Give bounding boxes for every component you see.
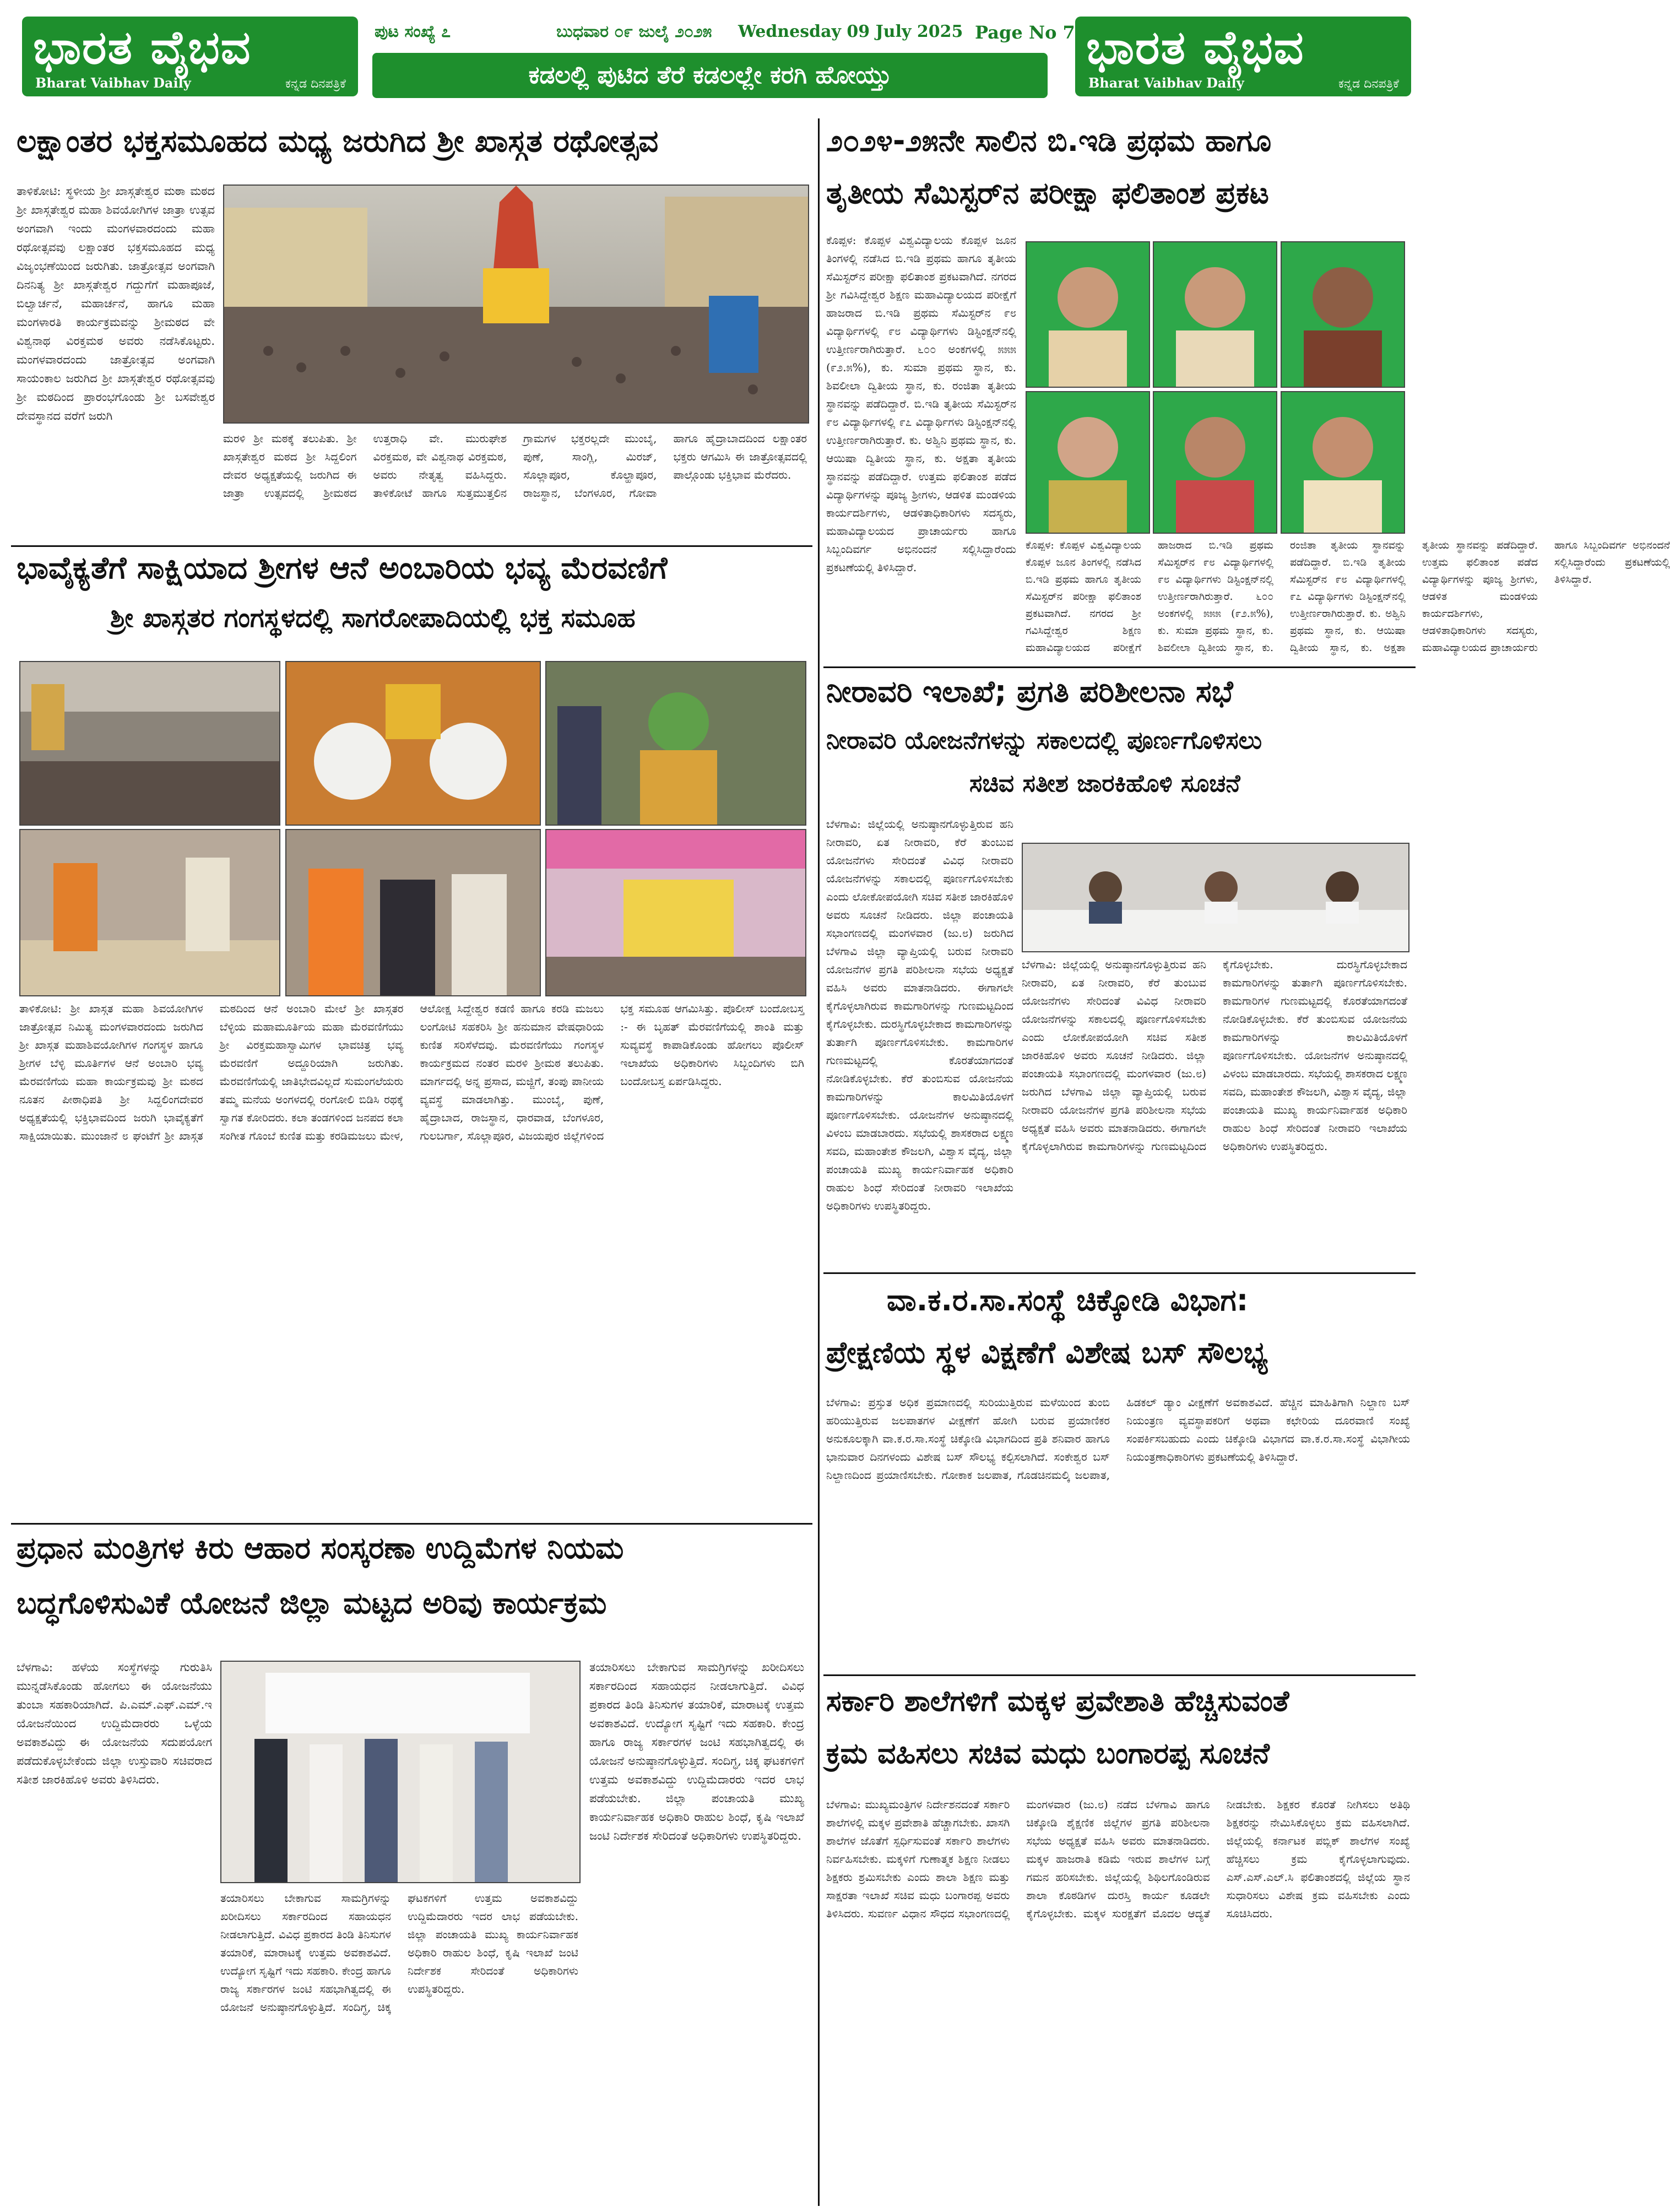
photo-ambari-3 (545, 661, 806, 826)
article-body-bed-2 (1026, 537, 1670, 661)
logo-sub-kn: ಕನ್ನಡ ದಿನಪತ್ರಿಕೆ (1338, 77, 1399, 91)
headline-bed-2: ತೃತೀಯ ಸೆಮಿಸ್ಟರ್‌ನ ಪರೀಕ್ಷಾ ಫಲಿತಾಂಶ ಪ್ರಕಟ (826, 176, 1269, 210)
headline-bus-1: ವಾ.ಕ.ರ.ಸಾ.ಸಂಸ್ಥೆ ಚಿಕ್ಕೋಡಿ ವಿಭಾಗ: (887, 1283, 1249, 1318)
headline-rathotsava: ಲಕ್ಷಾಂತರ ಭಕ್ತಸಮೂಹದ ಮಧ್ಯ ಜರುಗಿದ ಶ್ರೀ ಖಾಸ್ಗತ ರಥೋತ್ಸವ (17, 123, 659, 159)
section-divider (823, 1272, 1416, 1274)
column-divider (818, 118, 820, 2206)
tagline: ಕಡಲಲ್ಲಿ ಪುಟಿದ ತೆರೆ ಕಡಲಲ್ಲೇ ಕರಗಿ ಹೋಯ್ತು (372, 53, 1048, 98)
article-body-pmfme-2 (220, 1889, 578, 2198)
headline-irrigation: ನೀರಾವರಿ ಇಲಾಖೆ; ಪ್ರಗತಿ ಪರಿಶೀಲನಾ ಸಭೆ (826, 674, 1233, 709)
headline-schools-1: ಸರ್ಕಾರಿ ಶಾಲೆಗಳಿಗೆ ಮಕ್ಕಳ ಪ್ರವೇಶಾತಿ ಹೆಚ್ಚಿಸುವಂತೆ (826, 1685, 1289, 1718)
chariot-image (286, 662, 540, 825)
date-kn: ಬುಧವಾರ ೦೯ ಜುಲೈ ೨೦೨೫ (556, 22, 712, 41)
logo-text: ಭಾರತ ವೈಭವ (33, 20, 252, 74)
headline-ambari: ಭಾವೈಕ್ಯತೆಗೆ ಸಾಕ್ಷಿಯಾದ ಶ್ರೀಗಳ ಆನೆ ಅಂಬಾರಿಯ ಭವ್ಯ ಮೆರವಣಿಗೆ (17, 550, 668, 586)
article-body-ambari (19, 1000, 804, 1517)
subhead-ambari: ಶ್ರೀ ಖಾಸ್ಗತರ ಗಂಗಸ್ಥಳದಲ್ಲಿ ಸಾಗರೋಪಾದಿಯಲ್ಲಿ ಭಕ್ತ ಸಮೂಹ (110, 603, 636, 633)
photo-student-2 (1153, 241, 1277, 388)
portrait-image (1027, 242, 1149, 387)
section-divider (823, 666, 1416, 668)
masthead-right (1075, 17, 1411, 96)
portrait-image (1282, 242, 1404, 387)
article-body-rathotsava-2 (223, 430, 807, 540)
masthead-left (22, 17, 358, 96)
article-text: ಬೆಳಗಾವಿ: ಜಿಲ್ಲೆಯಲ್ಲಿ ಅನುಷ್ಠಾನಗೊಳ್ಳುತ್ತಿರುವ ಹನಿ ನೀರಾವರಿ, ಏತ ನೀರಾವರಿ, ಕೆರೆ ತುಂಬುವ ಯೋಜನೆಗಳು ಸೇರಿದಂತೆ ವಿವಿಧ ನೀರಾವರಿ ಯೋಜನೆಗಳನ್ನು ಸಕಾಲದಲ್ಲಿ ಪೂರ್ಣಗೊಳಿಸಬೇಕು ಎಂದು ಲೋಕೋಪಯೋಗಿ ಸಚಿವ ಸತೀಶ ಜಾರಕಿಹೊಳಿ ಅವರು ಸೂಚನೆ ನೀಡಿದರು. ಜಿಲ್ಲಾ ಪಂಚಾಯತಿ ಸಭಾಂಗಣದಲ್ಲಿ ಮಂಗಳವಾರ (ಜು.೮) ಜರುಗಿದ ಬೆಳಗಾವಿ ಜಿಲ್ಲಾ ವ್ಯಾಪ್ತಿಯಲ್ಲಿ ಬರುವ ನೀರಾವರಿ ಯೋಜನೆಗಳ ಪ್ರಗತಿ ಪರಿಶೀಲನಾ ಸಭೆಯ ಅಧ್ಯಕ್ಷತೆ ವಹಿಸಿ ಅವರು ಮಾತನಾಡಿದರು. ಈಗಾಗಲೇ ಕೈಗೊಳ್ಳಲಾಗಿರುವ ಕಾಮಗಾರಿಗಳನ್ನು ಗುಣಮಟ್ಟದಿಂದ ಕೈಗೊಳ್ಳಬೇಕು. ದುರಸ್ಥಿಗೊಳ್ಳಬೇಕಾದ ಕಾಮಗಾರಿಗಳನ್ನು ತುರ್ತಾಗಿ ಪೂರ್ಣಗೊಳಿಸಬೇಕು. ಕಾಮಗಾರಿಗಳ ಗುಣಮಟ್ಟದಲ್ಲಿ ಕೊರತೆಯಾಗದಂತೆ ನೋಡಿಕೊಳ್ಳಬೇಕು. ಕೆರೆ ತುಂಬಿಸುವ ಯೋಜನೆಯ ಕಾಮಗಾರಿಗಳನ್ನು ಕಾಲಮಿತಿಯೊಳಗೆ ಪೂರ್ಣಗೊಳಿಸಬೇಕು. ಯೋಜನೆಗಳ ಅನುಷ್ಠಾನದಲ್ಲಿ ವಿಳಂಬ ಮಾಡಬಾರದು. ಸಭೆಯಲ್ಲಿ ಶಾಸಕರಾದ ಲಕ್ಷ್ಮಣ ಸವದಿ, ಮಹಾಂತೇಶ ಕೌಜಲಗಿ, ವಿಶ್ವಾಸ ವೈದ್ಯ, ಜಿಲ್ಲಾ ಪಂಚಾಯತಿ ಮುಖ್ಯ ಕಾರ್ಯನಿರ್ವಾಹಕ ಅಧಿಕಾರಿ ರಾಹುಲ ಶಿಂಧೆ ಸೇರಿದಂತೆ ನೀರಾವರಿ ಇಲಾಖೆಯ ಅಧಿಕಾರಿಗಳು ಉಪಸ್ಥಿತರಿದ್ದರು. (1022, 958, 1407, 1153)
article-text: ತಯಾರಿಸಲು ಬೇಕಾಗುವ ಸಾಮಗ್ರಿಗಳನ್ನು ಖರೀದಿಸಲು ಸರ್ಕಾರದಿಂದ ಸಹಾಯಧನ ನೀಡಲಾಗುತ್ತಿದೆ. ವಿವಿಧ ಪ್ರಕಾರದ ತಿಂಡಿ ತಿನಿಸುಗಳ ತಯಾರಿಕೆ, ಮಾರಾಟಕ್ಕೆ ಉತ್ತಮ ಅವಕಾಶವಿದೆ. ಉದ್ಯೋಗ ಸೃಷ್ಟಿಗೆ ಇದು ಸಹಕಾರಿ. ಕೇಂದ್ರ ಹಾಗೂ ರಾಜ್ಯ ಸರ್ಕಾರಗಳ ಜಂಟಿ ಸಹಭಾಗಿತ್ವದಲ್ಲಿ ಈ ಯೋಜನೆ ಅನುಷ್ಠಾನಗೊಳ್ಳುತ್ತಿದೆ. ಸಂದಿಗ್ಧ, ಚಿಕ್ಕ ಘಟಕಗಳಿಗೆ ಉತ್ತಮ ಅವಕಾಶವಿದ್ದು ಉದ್ದಿಮೆದಾರರು ಇದರ ಲಾಭ ಪಡೆಯಬೇಕು. ಜಿಲ್ಲಾ ಪಂಚಾಯತಿ ಮುಖ್ಯ ಕಾರ್ಯನಿರ್ವಾಹಕ ಅಧಿಕಾರಿ ರಾಹುಲ ಶಿಂಧೆ, ಕೃಷಿ ಇಲಾಖೆ ಜಂಟಿ ನಿರ್ದೇಶಕ ಸೇರಿದಂತೆ ಅಧಿಕಾರಿಗಳು ಉಪಸ್ಥಿತರಿದ್ದರು. (220, 1891, 578, 2014)
article-body-rathotsava (17, 182, 215, 496)
photo-student-5 (1153, 391, 1277, 534)
article-text: ಮರಳಿ ಶ್ರೀ ಮಠಕ್ಕೆ ತಲುಪಿತು. ಶ್ರೀ ಖಾಸ್ಗತೇಶ್ವರ ಮಠದ ಶ್ರೀ ಸಿದ್ದಲಿಂಗ ದೇವರ ಅಧ್ಯಕ್ಷತೆಯಲ್ಲಿ ಜರುಗಿದ ಈ ಜಾತ್ರಾ ಉತ್ಸವದಲ್ಲಿ ಶ್ರೀಮಠದ ಉತ್ತರಾಧಿ ವೇ. ಮುರುಘೇಶ ವಿರಕ್ತಮಠ, ವೇ ವಿಶ್ವನಾಥ ವಿರಕ್ತಮಠ, ಅವರು ನೇತೃತ್ವ ವಹಿಸಿದ್ದರು. ತಾಳಿಕೋಟೆ ಹಾಗೂ ಸುತ್ತಮುತ್ತಲಿನ ಗ್ರಾಮಗಳ ಭಕ್ತರಲ್ಲದೇ ಮುಂಬೈ, ಪುಣೆ, ಸಾಂಗ್ಲಿ, ಮಿರಜ್, ಸೊಲ್ಲಾಪೂರ, ಕೊಲ್ಹಾಪೂರ, ರಾಜಸ್ಥಾನ, ಬೆಂಗಳೂರ, ಗೋವಾ ಹಾಗೂ ಹೈದ್ರಾಬಾದದಿಂದ ಲಕ್ಷಾಂತರ ಭಕ್ತರು ಆಗಮಿಸಿ ಈ ಜಾತ್ರೋತ್ಸವದಲ್ಲಿ ಪಾಲ್ಗೊಂಡು ಭಕ್ತಿಭಾವ ಮೆರೆದರು. (223, 432, 807, 500)
devotees-image (286, 830, 540, 995)
event-image (221, 1662, 579, 1882)
section-divider (823, 1674, 1416, 1676)
article-text: ಬೆಳಗಾವಿ: ಹಳೆಯ ಸಂಸ್ಥೆಗಳನ್ನು ಗುರುತಿಸಿ ಮುನ್ನಡೆಸಿಕೊಂಡು ಹೋಗಲು ಈ ಯೋಜನೆಯು ತುಂಬಾ ಸಹಕಾರಿಯಾಗಿದೆ. ಪಿ.ಎಮ್.ಎಫ್.ಎಮ್.ಇ ಯೋಜನೆಯಿಂದ ಉದ್ದಿಮೆದಾರರು ಒಳ್ಳೆಯ ಅವಕಾಶವಿದ್ದು ಈ ಯೋಜನೆಯ ಸದುಪಯೋಗ ಪಡೆದುಕೊಳ್ಳಬೇಕೆಂದು ಜಿಲ್ಲಾ ಉಸ್ತುವಾರಿ ಸಚಿವರಾದ ಸತೀಶ ಜಾರಕಿಹೊಳಿ ಅವರು ತಿಳಿಸಿದರು. (17, 1661, 212, 1786)
crowd-image (224, 186, 808, 422)
photo-ambari-6 (545, 829, 806, 996)
article-body-pmfme-1 (17, 1658, 212, 2198)
subhead-irrigation-1: ನೀರಾವರಿ ಯೋಜನೆಗಳನ್ನು ಸಕಾಲದಲ್ಲಿ ಪೂರ್ಣಗೊಳಿಸಲು (826, 727, 1262, 755)
article-text: ಕೊಪ್ಪಳ: ಕೊಪ್ಪಳ ವಿಶ್ವವಿದ್ಯಾಲಯ ಕೊಪ್ಪಳ ಜೂನ ತಿಂಗಳಲ್ಲಿ ನಡೆಸಿದ ಬಿ.ಇಡಿ ಪ್ರಥಮ ಹಾಗೂ ತೃತೀಯ ಸೆಮಿಸ್ಟರ್‌ನ ಪರೀಕ್ಷಾ ಫಲಿತಾಂಶ ಪ್ರಕಟವಾಗಿದೆ. ನಗರದ ಶ್ರೀ ಗವಿಸಿದ್ದೇಶ್ವರ ಶಿಕ್ಷಣ ಮಹಾವಿದ್ಯಾಲಯದ ಪರೀಕ್ಷೆಗೆ ಹಾಜರಾದ ಬಿ.ಇಡಿ ಪ್ರಥಮ ಸೆಮಿಸ್ಟರ್‌ನ ೯೮ ವಿದ್ಯಾರ್ಥಿಗಳಲ್ಲಿ ೯೮ ವಿದ್ಯಾರ್ಥಿಗಳು ಡಿಸ್ಟಿಂಕ್ಷನ್‌ನಲ್ಲಿ ಉತ್ತೀರ್ಣರಾಗಿರುತ್ತಾರೆ. ೬೦೦ ಅಂಕಗಳಲ್ಲಿ ೫೫೫ (೯೨.೫%), ಕು. ಸುಮಾ ಪ್ರಥಮ ಸ್ಥಾನ, ಕು. ಶಿವಲೀಲಾ ದ್ವಿತೀಯ ಸ್ಥಾನ, ಕು. ರಂಜಿತಾ ತೃತೀಯ ಸ್ಥಾನವನ್ನು ಪಡೆದಿದ್ದಾರೆ. ಬಿ.ಇಡಿ ತೃತೀಯ ಸೆಮಿಸ್ಟರ್‌ನ ೯೮ ವಿದ್ಯಾರ್ಥಿಗಳಲ್ಲಿ ೯೭ ವಿದ್ಯಾರ್ಥಿಗಳು ಡಿಸ್ಟಿಂಕ್ಷನ್‌ನಲ್ಲಿ ಉತ್ತೀರ್ಣರಾಗಿರುತ್ತಾರೆ. ಕು. ಅಶ್ವಿನಿ ಪ್ರಥಮ ಸ್ಥಾನ, ಕು. ಆಯಿಷಾ ದ್ವಿತೀಯ ಸ್ಥಾನ, ಕು. ಅಕ್ಷತಾ ತೃತೀಯ ಸ್ಥಾನವನ್ನು ಪಡೆದಿದ್ದಾರೆ. ಉತ್ತಮ ಫಲಿತಾಂಶ ಪಡೆದ ವಿದ್ಯಾರ್ಥಿಗಳನ್ನು ಪೂಜ್ಯ ಶ್ರೀಗಳು, ಆಡಳಿತ ಮಂಡಳಿಯ ಕಾರ್ಯದರ್ಶಿಗಳು, ಆಡಳಿತಾಧಿಕಾರಿಗಳು ಸದಸ್ಯರು, ಮಹಾವಿದ್ಯಾಲಯದ ಪ್ರಾಚಾರ್ಯರು ಹಾಗೂ ಸಿಬ್ಬಂದಿವರ್ಗ ಅಭಿನಂದನೆ ಸಲ್ಲಿಸಿದ್ದಾರೆಂದು ಪ್ರಕಟಣೆಯಲ್ಲಿ ತಿಳಿಸಿದ್ದಾರೆ. (826, 234, 1016, 574)
article-text: ಬೆಳಗಾವಿ: ಜಿಲ್ಲೆಯಲ್ಲಿ ಅನುಷ್ಠಾನಗೊಳ್ಳುತ್ತಿರುವ ಹನಿ ನೀರಾವರಿ, ಏತ ನೀರಾವರಿ, ಕೆರೆ ತುಂಬುವ ಯೋಜನೆಗಳು ಸೇರಿದಂತೆ ವಿವಿಧ ನೀರಾವರಿ ಯೋಜನೆಗಳನ್ನು ಸಕಾಲದಲ್ಲಿ ಪೂರ್ಣಗೊಳಿಸಬೇಕು ಎಂದು ಲೋಕೋಪಯೋಗಿ ಸಚಿವ ಸತೀಶ ಜಾರಕಿಹೊಳಿ ಅವರು ಸೂಚನೆ ನೀಡಿದರು. ಜಿಲ್ಲಾ ಪಂಚಾಯತಿ ಸಭಾಂಗಣದಲ್ಲಿ ಮಂಗಳವಾರ (ಜು.೮) ಜರುಗಿದ ಬೆಳಗಾವಿ ಜಿಲ್ಲಾ ವ್ಯಾಪ್ತಿಯಲ್ಲಿ ಬರುವ ನೀರಾವರಿ ಯೋಜನೆಗಳ ಪ್ರಗತಿ ಪರಿಶೀಲನಾ ಸಭೆಯ ಅಧ್ಯಕ್ಷತೆ ವಹಿಸಿ ಅವರು ಮಾತನಾಡಿದರು. ಈಗಾಗಲೇ ಕೈಗೊಳ್ಳಲಾಗಿರುವ ಕಾಮಗಾರಿಗಳನ್ನು ಗುಣಮಟ್ಟದಿಂದ ಕೈಗೊಳ್ಳಬೇಕು. ದುರಸ್ಥಿಗೊಳ್ಳಬೇಕಾದ ಕಾಮಗಾರಿಗಳನ್ನು ತುರ್ತಾಗಿ ಪೂರ್ಣಗೊಳಿಸಬೇಕು. ಕಾಮಗಾರಿಗಳ ಗುಣಮಟ್ಟದಲ್ಲಿ ಕೊರತೆಯಾಗದಂತೆ ನೋಡಿಕೊಳ್ಳಬೇಕು. ಕೆರೆ ತುಂಬಿಸುವ ಯೋಜನೆಯ ಕಾಮಗಾರಿಗಳನ್ನು ಕಾಲಮಿತಿಯೊಳಗೆ ಪೂರ್ಣಗೊಳಿಸಬೇಕು. ಯೋಜನೆಗಳ ಅನುಷ್ಠಾನದಲ್ಲಿ ವಿಳಂಬ ಮಾಡಬಾರದು. ಸಭೆಯಲ್ಲಿ ಶಾಸಕರಾದ ಲಕ್ಷ್ಮಣ ಸವದಿ, ಮಹಾಂತೇಶ ಕೌಜಲಗಿ, ವಿಶ್ವಾಸ ವೈದ್ಯ, ಜಿಲ್ಲಾ ಪಂಚಾಯತಿ ಮುಖ್ಯ ಕಾರ್ಯನಿರ್ವಾಹಕ ಅಧಿಕಾರಿ ರಾಹುಲ ಶಿಂಧೆ ಸೇರಿದಂತೆ ನೀರಾವರಿ ಇಲಾಖೆಯ ಅಧಿಕಾರಿಗಳು ಉಪಸ್ಥಿತರಿದ್ದರು. (826, 817, 1013, 1212)
article-text: ಬೆಳಗಾವಿ: ಪ್ರಸ್ತುತ ಅಧಿಕ ಪ್ರಮಾಣದಲ್ಲಿ ಸುರಿಯುತ್ತಿರುವ ಮಳೆಯಿಂದ ತುಂಬಿ ಹರಿಯುತ್ತಿರುವ ಜಲಪಾತಗಳ ವೀಕ್ಷಣೆಗೆ ಹೋಗಿ ಬರುವ ಪ್ರಯಾಣಿಕರ ಅನುಕೂಲಕ್ಕಾಗಿ ವಾ.ಕ.ರ.ಸಾ.ಸಂಸ್ಥೆ ಚಿಕ್ಕೋಡಿ ವಿಭಾಗದಿಂದ ಪ್ರತಿ ಶನಿವಾರ ಹಾಗೂ ಭಾನುವಾರ ದಿನಗಳಂದು ವಿಶೇಷ ಬಸ್ ಸೌಲಭ್ಯ ಕಲ್ಪಿಸಲಾಗಿದೆ. ಸಂಕೇಶ್ವರ ಬಸ್ ನಿಲ್ದಾಣದಿಂದ ಪ್ರಯಾಣಿಸಬೇಕು. ಗೋಕಾಕ ಜಲಪಾತ, ಗೊಡಚಿನಮಲ್ಕಿ ಜಲಪಾತ, ಹಿಡಕಲ್ ಡ್ಯಾಂ ವೀಕ್ಷಣೆಗೆ ಅವಕಾಶವಿದೆ. ಹೆಚ್ಚಿನ ಮಾಹಿತಿಗಾಗಿ ನಿಲ್ದಾಣ ಬಸ್ ನಿಯಂತ್ರಣ ವ್ಯವಸ್ಥಾಪಕರಿಗೆ ಅಥವಾ ಕಛೇರಿಯ ದೂರವಾಣಿ ಸಂಖ್ಯೆ ಸಂಪರ್ಕಿಸಬಹುದು ಎಂದು ಚಿಕ್ಕೋಡಿ ವಿಭಾಗದ ವಾ.ಕ.ರ.ಸಾ.ಸಂಸ್ಥೆ ವಿಭಾಗೀಯ ನಿಯಂತ್ರಣಾಧಿಕಾರಿಗಳು ಪ್ರಕಟಣೆಯಲ್ಲಿ ತಿಳಿಸಿದ್ದಾರೆ. (826, 1396, 1410, 1482)
logo-sub: Bharat Vaibhav Daily (35, 75, 191, 91)
article-text: ತಯಾರಿಸಲು ಬೇಕಾಗುವ ಸಾಮಗ್ರಿಗಳನ್ನು ಖರೀದಿಸಲು ಸರ್ಕಾರದಿಂದ ಸಹಾಯಧನ ನೀಡಲಾಗುತ್ತಿದೆ. ವಿವಿಧ ಪ್ರಕಾರದ ತಿಂಡಿ ತಿನಿಸುಗಳ ತಯಾರಿಕೆ, ಮಾರಾಟಕ್ಕೆ ಉತ್ತಮ ಅವಕಾಶವಿದೆ. ಉದ್ಯೋಗ ಸೃಷ್ಟಿಗೆ ಇದು ಸಹಕಾರಿ. ಕೇಂದ್ರ ಹಾಗೂ ರಾಜ್ಯ ಸರ್ಕಾರಗಳ ಜಂಟಿ ಸಹಭಾಗಿತ್ವದಲ್ಲಿ ಈ ಯೋಜನೆ ಅನುಷ್ಠಾನಗೊಳ್ಳುತ್ತಿದೆ. ಸಂದಿಗ್ಧ, ಚಿಕ್ಕ ಘಟಕಗಳಿಗೆ ಉತ್ತಮ ಅವಕಾಶವಿದ್ದು ಉದ್ದಿಮೆದಾರರು ಇದರ ಲಾಭ ಪಡೆಯಬೇಕು. ಜಿಲ್ಲಾ ಪಂಚಾಯತಿ ಮುಖ್ಯ ಕಾರ್ಯನಿರ್ವಾಹಕ ಅಧಿಕಾರಿ ರಾಹುಲ ಶಿಂಧೆ, ಕೃಷಿ ಇಲಾಖೆ ಜಂಟಿ ನಿರ್ದೇಶಕ ಸೇರಿದಂತೆ ಅಧಿಕಾರಿಗಳು ಉಪಸ್ಥಿತರಿದ್ದರು. (589, 1661, 804, 1842)
photo-ambari-4 (19, 829, 280, 996)
page-count-kn: ಪುಟ ಸಂಖ್ಯೆ ೭ (375, 22, 451, 41)
photo-ambari-5 (285, 829, 541, 996)
photo-ambari-2 (285, 661, 541, 826)
crowd-image (20, 662, 279, 825)
photo-student-6 (1281, 391, 1405, 534)
headline-bus-2: ಪ್ರೇಕ್ಷಣಿಯ ಸ್ಥಳ ವಿಕ್ಷಣೆಗೆ ವಿಶೇಷ ಬಸ್ ಸೌಲಭ್ಯ (826, 1335, 1268, 1370)
headline-pmfme-1: ಪ್ರಧಾನ ಮಂತ್ರಿಗಳ ಕಿರು ಆಹಾರ ಸಂಸ್ಕರಣಾ ಉದ್ದಿಮೆಗಳ ನಿಯಮ (17, 1531, 624, 1565)
portrait-image (1282, 392, 1404, 533)
photo-irrigation-meeting (1022, 843, 1409, 952)
section-divider (11, 1523, 812, 1525)
photo-student-3 (1281, 241, 1405, 388)
article-body-pmfme-3 (589, 1658, 804, 2198)
article-body-bed-1 (826, 231, 1016, 574)
headline-schools-2: ಕ್ರಮ ವಹಿಸಲು ಸಚಿವ ಮಧು ಬಂಗಾರಪ್ಪ ಸೂಚನೆ (826, 1737, 1270, 1770)
headline-pmfme-2: ಬದ್ಧಗೊಳಿಸುವಿಕೆ ಯೋಜನೆ ಜಿಲ್ಲಾ ಮಟ್ಟದ ಅರಿವು ಕಾರ್ಯಕ್ರಮ (17, 1586, 607, 1620)
article-body-irrigation-1 (826, 815, 1013, 1267)
article-text: ಕೊಪ್ಪಳ: ಕೊಪ್ಪಳ ವಿಶ್ವವಿದ್ಯಾಲಯ ಕೊಪ್ಪಳ ಜೂನ ತಿಂಗಳಲ್ಲಿ ನಡೆಸಿದ ಬಿ.ಇಡಿ ಪ್ರಥಮ ಹಾಗೂ ತೃತೀಯ ಸೆಮಿಸ್ಟರ್‌ನ ಪರೀಕ್ಷಾ ಫಲಿತಾಂಶ ಪ್ರಕಟವಾಗಿದೆ. ನಗರದ ಶ್ರೀ ಗವಿಸಿದ್ದೇಶ್ವರ ಶಿಕ್ಷಣ ಮಹಾವಿದ್ಯಾಲಯದ ಪರೀಕ್ಷೆಗೆ ಹಾಜರಾದ ಬಿ.ಇಡಿ ಪ್ರಥಮ ಸೆಮಿಸ್ಟರ್‌ನ ೯೮ ವಿದ್ಯಾರ್ಥಿಗಳಲ್ಲಿ ೯೮ ವಿದ್ಯಾರ್ಥಿಗಳು ಡಿಸ್ಟಿಂಕ್ಷನ್‌ನಲ್ಲಿ ಉತ್ತೀರ್ಣರಾಗಿರುತ್ತಾರೆ. ೬೦೦ ಅಂಕಗಳಲ್ಲಿ ೫೫೫ (೯೨.೫%), ಕು. ಸುಮಾ ಪ್ರಥಮ ಸ್ಥಾನ, ಕು. ಶಿವಲೀಲಾ ದ್ವಿತೀಯ ಸ್ಥಾನ, ಕು. ರಂಜಿತಾ ತೃತೀಯ ಸ್ಥಾನವನ್ನು ಪಡೆದಿದ್ದಾರೆ. ಬಿ.ಇಡಿ ತೃತೀಯ ಸೆಮಿಸ್ಟರ್‌ನ ೯೮ ವಿದ್ಯಾರ್ಥಿಗಳಲ್ಲಿ ೯೭ ವಿದ್ಯಾರ್ಥಿಗಳು ಡಿಸ್ಟಿಂಕ್ಷನ್‌ನಲ್ಲಿ ಉತ್ತೀರ್ಣರಾಗಿರುತ್ತಾರೆ. ಕು. ಅಶ್ವಿನಿ ಪ್ರಥಮ ಸ್ಥಾನ, ಕು. ಆಯಿಷಾ ದ್ವಿತೀಯ ಸ್ಥಾನ, ಕು. ಅಕ್ಷತಾ ತೃತೀಯ ಸ್ಥಾನವನ್ನು ಪಡೆದಿದ್ದಾರೆ. ಉತ್ತಮ ಫಲಿತಾಂಶ ಪಡೆದ ವಿದ್ಯಾರ್ಥಿಗಳನ್ನು ಪೂಜ್ಯ ಶ್ರೀಗಳು, ಆಡಳಿತ ಮಂಡಳಿಯ ಕಾರ್ಯದರ್ಶಿಗಳು, ಆಡಳಿತಾಧಿಕಾರಿಗಳು ಸದಸ್ಯರು, ಮಹಾವಿದ್ಯಾಲಯದ ಪ್ರಾಚಾರ್ಯರು ಹಾಗೂ ಸಿಬ್ಬಂದಿವರ್ಗ ಅಭಿನಂದನೆ ಸಲ್ಲಿಸಿದ್ದಾರೆಂದು ಪ್ರಕಟಣೆಯಲ್ಲಿ ತಿಳಿಸಿದ್ದಾರೆ. (1026, 539, 1670, 654)
logo-sub-kn: ಕನ್ನಡ ದಿನಪತ್ರಿಕೆ (285, 77, 346, 91)
logo-text: ಭಾರತ ವೈಭವ (1086, 20, 1305, 74)
photo-rath-procession (223, 185, 809, 424)
date-en: Wednesday 09 July 2025 (738, 22, 963, 41)
article-body-bus (826, 1394, 1410, 1669)
decoration-image (546, 830, 805, 995)
portrait-image (1154, 392, 1276, 533)
portrait-image (1027, 392, 1149, 533)
article-text: ತಾಳಿಕೋಟಿ: ಶ್ರೀ ಖಾಸ್ಗತ ಮಹಾ ಶಿವಯೋಗಿಗಳ ಜಾತ್ರೋತ್ಸವ ನಿಮಿತ್ಯ ಮಂಗಳವಾರದಂದು ಜರುಗಿದ ಶ್ರೀ ಖಾಸ್ಗತ ಮಹಾಶಿವಯೋಗಿಗಳ ಗಂಗಸ್ಥಳ ಹಾಗೂ ಶ್ರೀಗಳ ಬೆಳ್ಳಿ ಮೂರ್ತಿಗಳ ಆನೆ ಅಂಬಾರಿ ಭವ್ಯ ಮೆರವಣಿಗೆಯ ಮಹಾ ಕಾರ್ಯಕ್ರಮವು ಶ್ರೀ ಮಠದ ನೂತನ ಪೀಠಾಧಿಪತಿ ಶ್ರೀ ಸಿದ್ದಲಿಂಗದೇವರ ಅಧ್ಯಕ್ಷತೆಯಲ್ಲಿ ಭಕ್ತಿಭಾವದಿಂದ ಜರುಗಿ ಭಾವೈಕ್ಯತೆಗೆ ಸಾಕ್ಷಿಯಾಯಿತು. ಮುಂಜಾನೆ ೮ ಘಂಟೆಗೆ ಶ್ರೀ ಖಾಸ್ಗತ ಮಠದಿಂದ ಆನೆ ಅಂಬಾರಿ ಮೇಲೆ ಶ್ರೀ ಖಾಸ್ಗತರ ಬೆಳ್ಳಿಯ ಮಹಾಮೂರ್ತಿಯ ಮಹಾ ಮೆರವಣಿಗೆಯು ಶ್ರೀ ವಿರಕ್ತಮಹಾಸ್ವಾಮಿಗಳ ಭಾವಚಿತ್ರ ಭವ್ಯ ಮೆರವಣಿಗೆ ಅದ್ದೂರಿಯಾಗಿ ಜರುಗಿತು. ಮೆರವಣಿಗೆಯಲ್ಲಿ ಜಾತಿಭೇದವಿಲ್ಲದೆ ಸುಮಂಗಲೆಯರು ತಮ್ಮ ಮನೆಯ ಅಂಗಳದಲ್ಲಿ ರಂಗೋಲಿ ಬಿಡಿಸಿ ರಥಕ್ಕೆ ಸ್ವಾಗತ ಕೋರಿದರು. ಕಲಾ ತಂಡಗಳಿಂದ ಜನಪದ ಕಲಾ ಸಂಗೀತ ಗೊಂಬೆ ಕುಣಿತ ಮತ್ತು ಕರಡಿಮಜಲು ಮೇಳ, ಆಲೋಕ್ಷ ಸಿದ್ದೇಶ್ವರ ಕಡಣಿ ಹಾಗೂ ಕರಡಿ ಮಜಲು ಲಂಗೋಟಿ ಸಹಕರಿಸಿ ಶ್ರೀ ಹನುಮಾನ ವೇಷಧಾರಿಯ ಕುಣಿತ ಸರಿಸೆಳೆದವು. ಮೆರವಣಿಗೆಯು ಗಂಗಸ್ಥಳ ಕಾರ್ಯಕ್ರಮದ ನಂತರ ಮರಳಿ ಶ್ರೀಮಠ ತಲುಪಿತು. ಮಾರ್ಗದಲ್ಲಿ ಅನ್ನ ಪ್ರಸಾದ, ಮಜ್ಜಿಗೆ, ತಂಪು ಪಾನೀಯ ವ್ಯವಸ್ಥೆ ಮಾಡಲಾಗಿತ್ತು. ಮುಂಬೈ, ಪುಣೆ, ಹೈದ್ರಾಬಾದ, ರಾಜಸ್ಥಾನ, ಧಾರವಾಡ, ಬೆಂಗಳೂರ, ಗುಲಬರ್ಗಾ, ಸೊಲ್ಲಾಪೂರ, ವಿಜಯಪುರ ಜಿಲ್ಲೆಗಳಿಂದ ಭಕ್ತ ಸಮೂಹ ಆಗಮಿಸಿತ್ತು. ಪೊಲೀಸ್ ಬಂದೋಬಸ್ತ :- ಈ ಬೃಹತ್ ಮೆರವಣಿಗೆಯಲ್ಲಿ ಶಾಂತಿ ಮತ್ತು ಸುವ್ಯವಸ್ಥೆ ಕಾಪಾಡಿಕೊಂಡು ಹೋಗಲು ಪೊಲೀಸ್ ಇಲಾಖೆಯ ಅಧಿಕಾರಿಗಳು ಸಿಬ್ಬಂದಿಗಳು ಬಿಗಿ ಬಂದೋಬಸ್ತ ಏರ್ಪಡಿಸಿದ್ದರು. (19, 1002, 804, 1142)
article-text: ಬೆಳಗಾವಿ: ಮುಖ್ಯಮಂತ್ರಿಗಳ ನಿರ್ದೇಶನದಂತೆ ಸರ್ಕಾರಿ ಶಾಲೆಗಳಲ್ಲಿ ಮಕ್ಕಳ ಪ್ರವೇಶಾತಿ ಹೆಚ್ಚಾಗಬೇಕು. ಖಾಸಗಿ ಶಾಲೆಗಳ ಜೊತೆಗೆ ಸ್ಪರ್ಧಿಸುವಂತೆ ಸರ್ಕಾರಿ ಶಾಲೆಗಳು ನಿರ್ವಹಿಸಬೇಕು. ಮಕ್ಕಳಿಗೆ ಗುಣಾತ್ಮಕ ಶಿಕ್ಷಣ ನೀಡಲು ಶಿಕ್ಷಕರು ಶ್ರಮಿಸಬೇಕು ಎಂದು ಶಾಲಾ ಶಿಕ್ಷಣ ಮತ್ತು ಸಾಕ್ಷರತಾ ಇಲಾಖೆ ಸಚಿವ ಮಧು ಬಂಗಾರಪ್ಪ ಅವರು ತಿಳಿಸಿದರು. ಸುವರ್ಣ ವಿಧಾನ ಸೌಧದ ಸಭಾಂಗಣದಲ್ಲಿ ಮಂಗಳವಾರ (ಜು.೮) ನಡೆದ ಬೆಳಗಾವಿ ಹಾಗೂ ಚಿಕ್ಕೋಡಿ ಶೈಕ್ಷಣಿಕ ಜಿಲ್ಲೆಗಳ ಪ್ರಗತಿ ಪರಿಶೀಲನಾ ಸಭೆಯ ಅಧ್ಯಕ್ಷತೆ ವಹಿಸಿ ಅವರು ಮಾತನಾಡಿದರು. ಮಕ್ಕಳ ಹಾಜರಾತಿ ಕಡಿಮೆ ಇರುವ ಶಾಲೆಗಳ ಬಗ್ಗೆ ಗಮನ ಹರಿಸಬೇಕು. ಜಿಲ್ಲೆಯಲ್ಲಿ ಶಿಥಿಲಗೊಂಡಿರುವ ಶಾಲಾ ಕೊಠಡಿಗಳ ದುರಸ್ತಿ ಕಾರ್ಯ ಕೂಡಲೇ ಕೈಗೊಳ್ಳಬೇಕು. ಮಕ್ಕಳ ಸುರಕ್ಷತೆಗೆ ಮೊದಲ ಆದ್ಯತೆ ನೀಡಬೇಕು. ಶಿಕ್ಷಕರ ಕೊರತೆ ನೀಗಿಸಲು ಅತಿಥಿ ಶಿಕ್ಷಕರನ್ನು ನೇಮಿಸಿಕೊಳ್ಳಲು ಕ್ರಮ ವಹಿಸಲಾಗಿದೆ. ಜಿಲ್ಲೆಯಲ್ಲಿ ಕರ್ನಾಟಕ ಪಬ್ಲಿಕ್ ಶಾಲೆಗಳ ಸಂಖ್ಯೆ ಹೆಚ್ಚಿಸಲು ಕ್ರಮ ಕೈಗೊಳ್ಳಲಾಗುವುದು. ಎಸ್.ಎಸ್.ಎಲ್.ಸಿ ಫಲಿತಾಂಶದಲ್ಲಿ ಜಿಲ್ಲೆಯ ಸ್ಥಾನ ಸುಧಾರಿಸಲು ವಿಶೇಷ ಕ್ರಮ ವಹಿಸಬೇಕು ಎಂದು ಸೂಚಿಸಿದರು. (826, 1798, 1410, 1920)
subhead-irrigation-2: ಸಚಿವ ಸತೀಶ ಜಾರಕಿಹೊಳಿ ಸೂಚನೆ (969, 769, 1240, 798)
logo-sub: Bharat Vaibhav Daily (1088, 75, 1244, 91)
page-number: Page No 7 (975, 22, 1075, 43)
article-text: ತಾಳಿಕೋಟಿ: ಸ್ಥಳೀಯ ಶ್ರೀ ಖಾಸ್ಗತೇಶ್ವರ ಮಠಾ ಮಠದ ಶ್ರೀ ಖಾಸ್ಗತೇಶ್ವರ ಮಹಾ ಶಿವಯೋಗಿಗಳ ಜಾತ್ರಾ ಉತ್ಸವ ಅಂಗವಾಗಿ ಇಂದು ಮಂಗಳವಾರದಂದು ಮಹಾ ರಥೋತ್ಸವವು ಲಕ್ಷಾಂತರ ಭಕ್ತಸಮೂಹದ ಮಧ್ಯ ವಿಜೃಂಭಣೆಯಿಂದ ಜರುಗಿತು. ಜಾತ್ರೋತ್ಸವ ಅಂಗವಾಗಿ ದಿನನಿತ್ಯ ಶ್ರೀ ಖಾಸ್ಗತೇಶ್ವರ ಗದ್ದುಗೆಗೆ ಮಹಾಪೂಜೆ, ಬಿಲ್ವಾರ್ಚನೆ, ಮಹಾರ್ಚನೆ, ಹಾಗೂ ಮಹಾ ಮಂಗಳಾರತಿ ಕಾರ್ಯಕ್ರಮವನ್ನು ಶ್ರೀಮಠದ ವೇ ವಿಶ್ವನಾಥ ವಿರಕ್ತಮಠ ಅವರು ನಡೆಸಿಕೊಟ್ಟರು. ಮಂಗಳವಾರದಂದು ಜಾತ್ರೋತ್ಸವ ಅಂಗವಾಗಿ ಸಾಯಂಕಾಲ ಜರುಗಿದ ಶ್ರೀ ಖಾಸ್ಗತೇಶ್ವರ ರಥೋತ್ಸವವು ಶ್ರೀ ಮಠದಿಂದ ಪ್ರಾರಂಭಗೊಂಡು ಶ್ರೀ ಬಸವೇಶ್ವರ ದೇವಸ್ಥಾನದ ವರೆಗೆ ಜರುಗಿ (17, 185, 215, 422)
portrait-image (1154, 242, 1276, 387)
headline-bed-1: ೨೦೨೪-೨೫ನೇ ಸಾಲಿನ ಬಿ.ಇಡಿ ಪ್ರಥಮ ಹಾಗೂ (826, 123, 1272, 158)
section-divider (11, 545, 812, 547)
costume-image (546, 662, 805, 825)
photo-student-4 (1026, 391, 1150, 534)
article-body-irrigation-2 (1022, 956, 1407, 1267)
prasada-image (20, 830, 279, 995)
photo-ambari-1 (19, 661, 280, 826)
article-body-schools (826, 1796, 1410, 2198)
photo-pmfme-event (220, 1661, 581, 1883)
meeting-image (1023, 844, 1408, 951)
photo-student-1 (1026, 241, 1150, 388)
